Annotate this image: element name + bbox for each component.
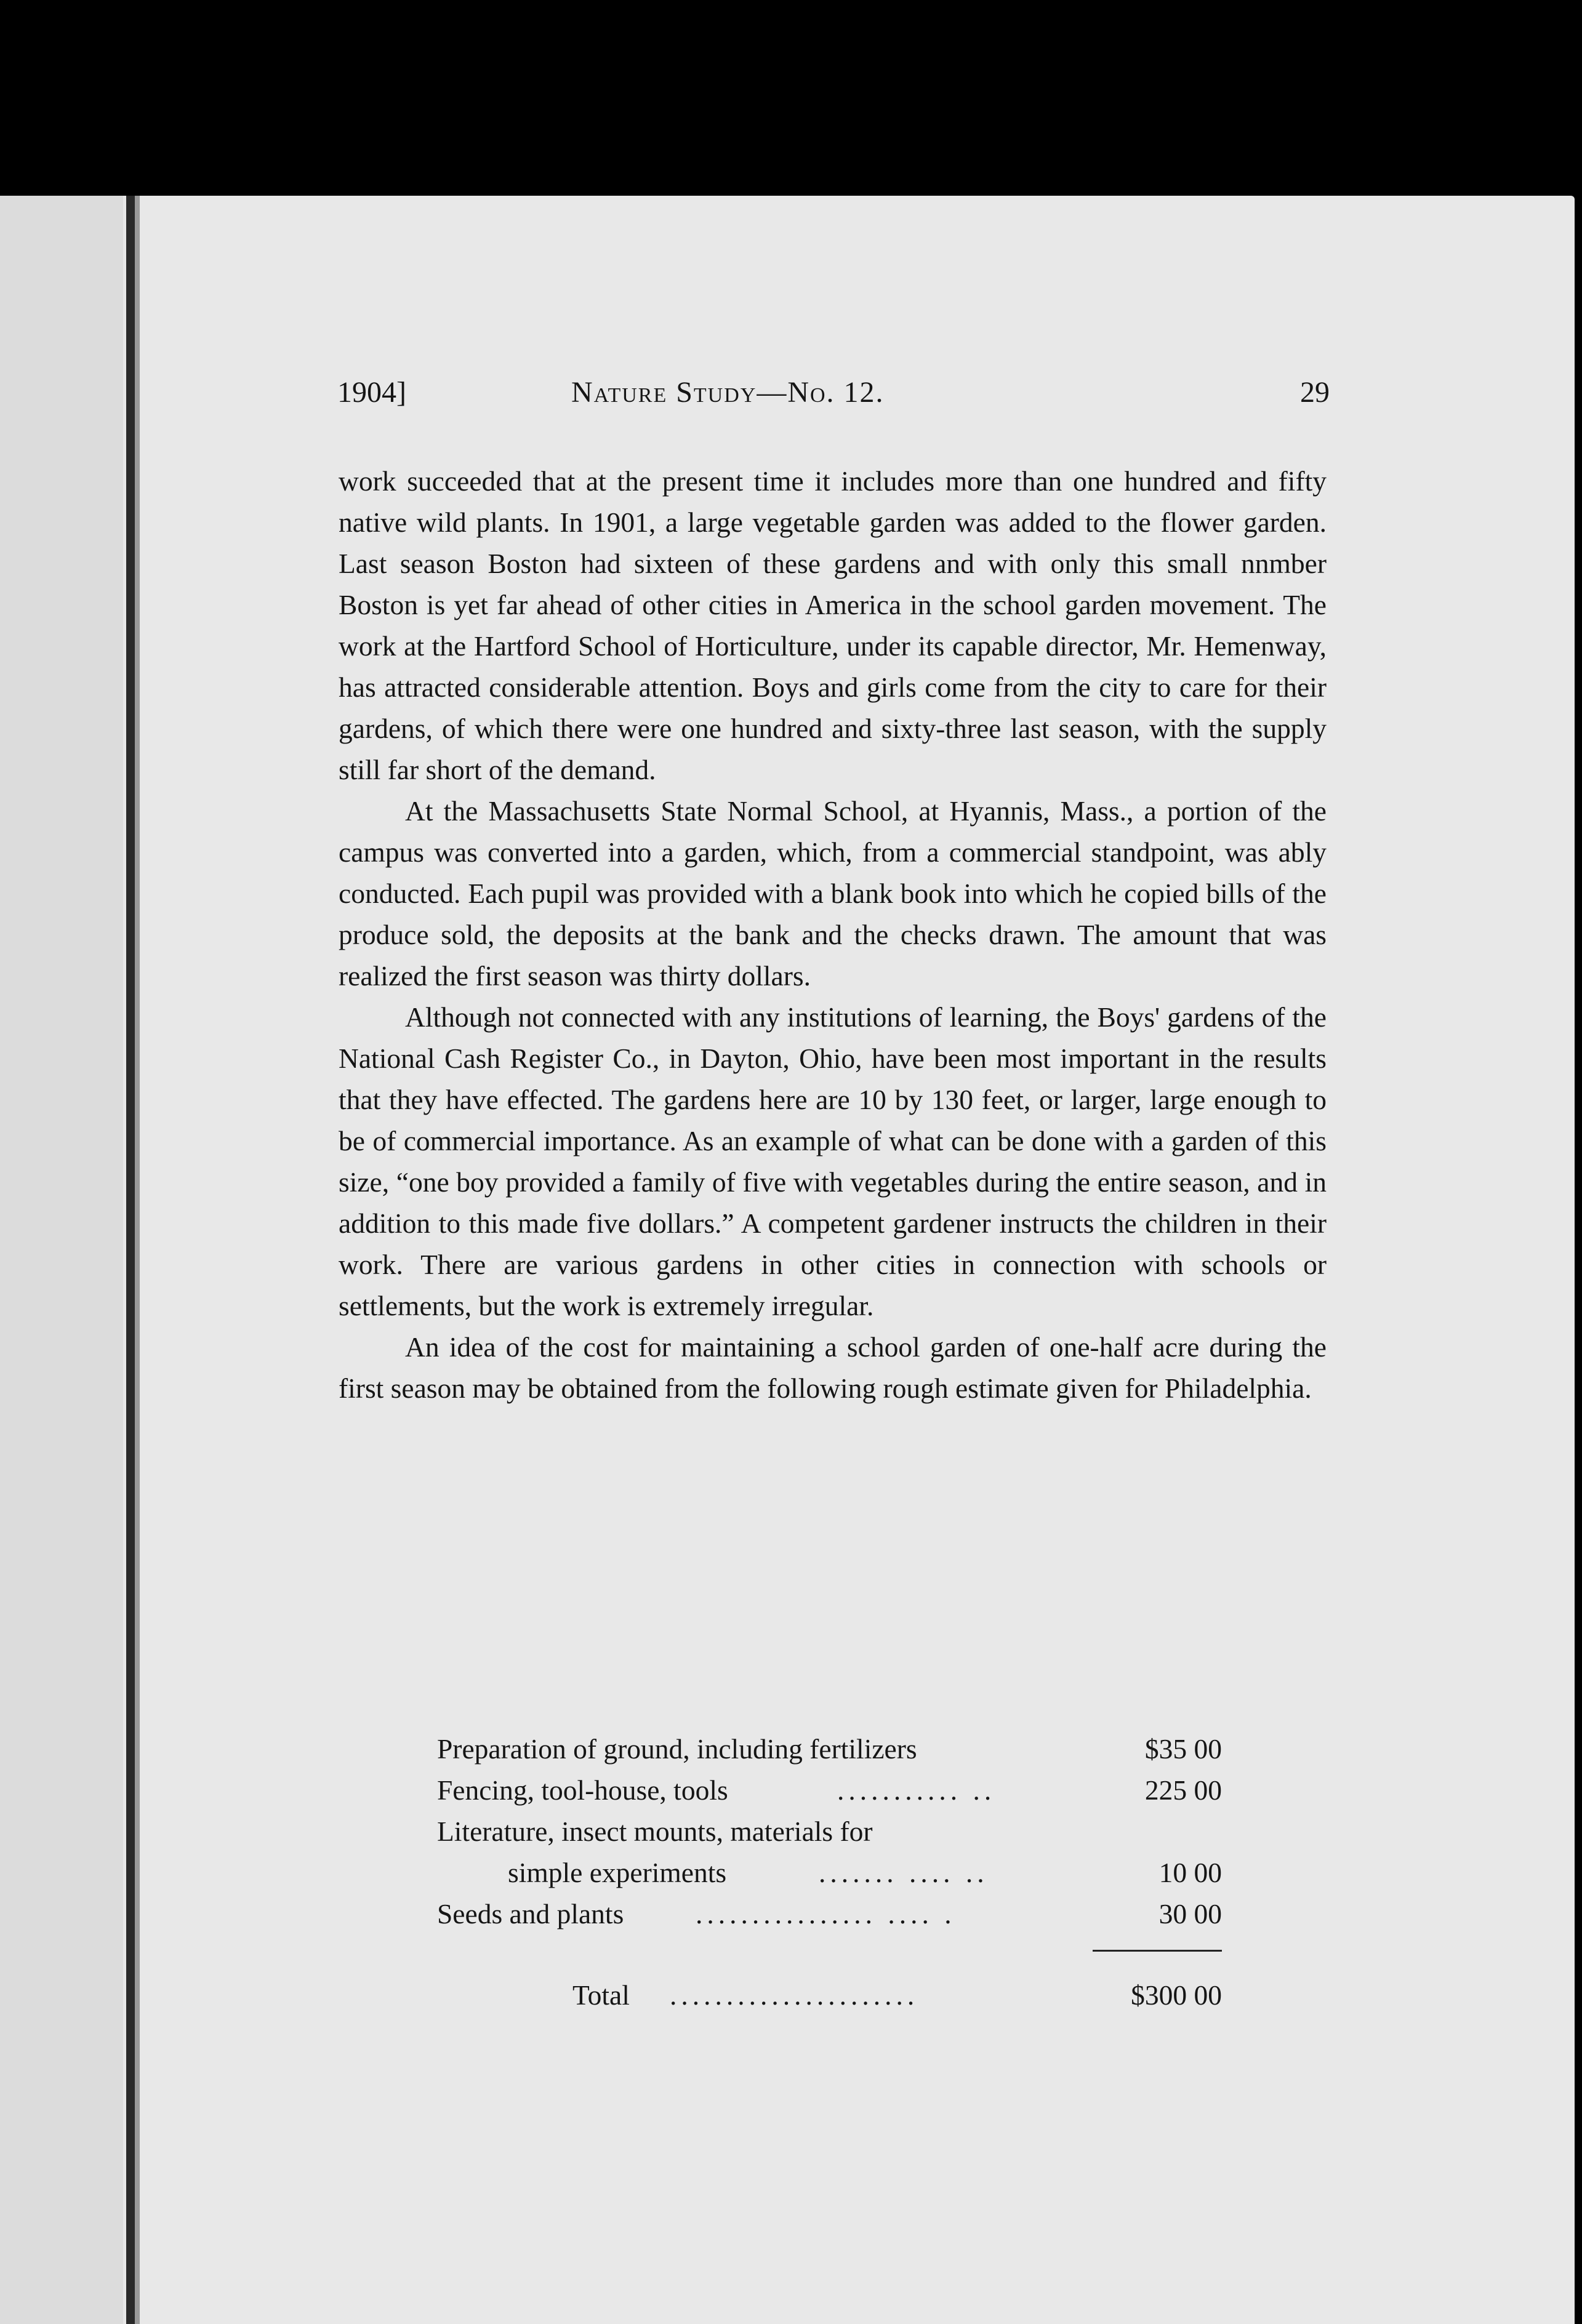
cost-item: Preparation of ground, including fertilizers: [437, 1733, 917, 1765]
running-title: Nature Study—No. 12.: [571, 376, 885, 409]
left-page-edge: [0, 196, 126, 2324]
body-text: [339, 460, 1327, 1409]
paragraph: Although not connected with any institutions of learning, the Boys' gardens of the National Cash Register Co., in Dayton, Ohio, have been most important in the results that they have effected. The gardens here are 10 by 130 feet, or larger, large enough to be of commercial importance. As an example of what can be done with a garden of this size, “one boy provided a family of five with vegetables during the entire season, and in addition to this made five dollars.” A competent gardener instructs the children in their work. There are various gardens in other cities in connection with schools or settlements, but the work is extremely irregular.: [339, 1001, 1327, 1321]
cost-row: [437, 1769, 1222, 1811]
cost-amount: $35 00: [1144, 1733, 1222, 1765]
total-row: [437, 1974, 1222, 2016]
book-spine: [126, 196, 135, 2324]
sum-rule: [1093, 1950, 1222, 1952]
leader-dots: ......................: [670, 1979, 919, 2011]
cost-item: Literature, insect mounts, materials for: [437, 1816, 873, 1847]
cost-amount: 225 00: [1144, 1774, 1222, 1806]
cost-amount: 30 00: [1158, 1898, 1222, 1929]
cost-amount: 10 00: [1158, 1857, 1222, 1888]
total-label: Total: [572, 1979, 630, 2011]
spine-highlight: [135, 196, 140, 2324]
total-amount: $300 00: [1131, 1979, 1222, 2011]
cost-row: [437, 1811, 1222, 1852]
cost-row: [437, 1893, 1222, 1934]
leader-dots: ................ .... .: [696, 1898, 956, 1929]
cost-item: simple experiments: [508, 1857, 727, 1888]
leader-dots: ........... ..: [837, 1774, 996, 1806]
paragraph: work succeeded that at the present time it includes more than one hundred and fifty native wild plants. In 1901, a large vegetable garden was added to the flower garden. Last season Boston had sixteen of these gardens and with only this small nnmber Boston is yet far ahead of other cities in America in the school garden movement. The work at the Hartford School of Horticulture, under its capable director, Mr. Hemenway, has attracted considerable attention. Boys and girls come from the city to care for their gardens, of which there were one hundred and sixty-three last season, with the supply still far short of the demand.: [339, 465, 1327, 785]
cost-estimate-table: [437, 1728, 1222, 1934]
cost-row: [437, 1728, 1222, 1769]
cost-item: Fencing, tool-house, tools: [437, 1774, 728, 1806]
leader-dots: ....... .... ..: [819, 1857, 989, 1888]
cost-row: [437, 1852, 1222, 1893]
header-year: 1904]: [337, 376, 406, 409]
cost-item: Seeds and plants: [437, 1898, 624, 1929]
paragraph: An idea of the cost for maintaining a school garden of one-half acre during the first season may be obtained from the following rough estimate given for Philadelphia.: [339, 1331, 1327, 1404]
page-number: 29: [1300, 376, 1330, 409]
page-header: [337, 375, 1330, 425]
paragraph: At the Massachusetts State Normal School, at Hyannis, Mass., a portion of the campus was converted into a garden, which, from a commercial standpoint, was ably conducted. Each pupil was provided with a blank book into which he copied bills of the produce sold, the deposits at the bank and the checks drawn. The amount that was realized the first season was thirty dollars.: [339, 795, 1327, 992]
